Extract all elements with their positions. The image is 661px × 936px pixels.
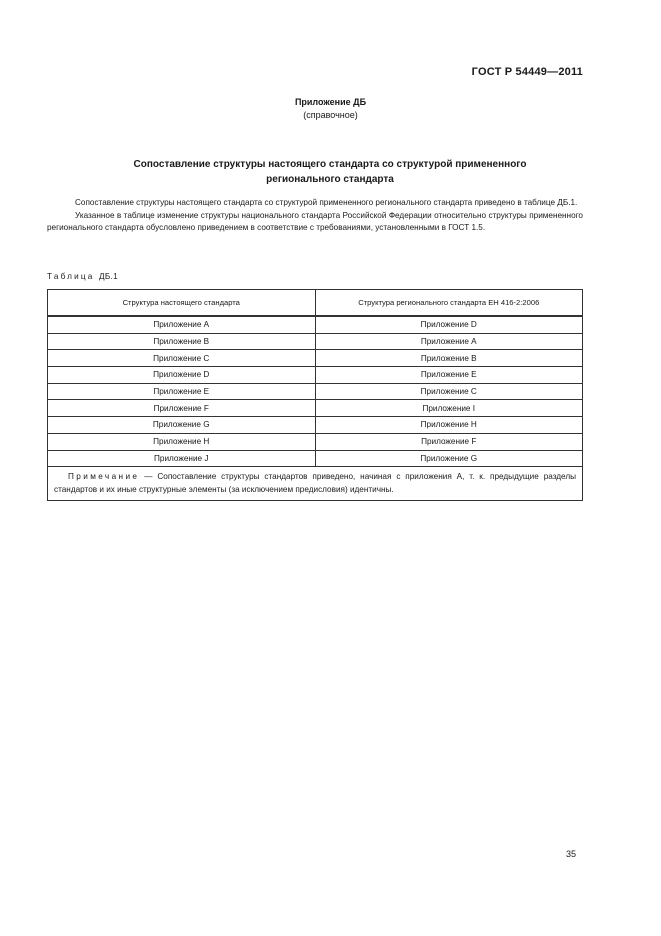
table-row <box>48 383 583 400</box>
cell-national: Приложение G <box>48 417 316 434</box>
header-national-structure: Структура настоящего стандарта <box>48 290 316 317</box>
section-title-line-1: Сопоставление структуры настоящего стандарта со структурой примененного <box>133 159 527 170</box>
table-caption <box>47 272 118 281</box>
cell-national: Приложение F <box>48 400 316 417</box>
paragraph-2: Указанное в таблице изменение структуры национального стандарта Российской Федерации относительно структуры примененного регионального стандарта обусловлено приведением в соответствие с требованиями, установленными в ГОСТ 1.5. <box>47 210 583 233</box>
table-caption-prefix: Таблица <box>47 272 95 281</box>
header-regional-structure: Структура регионального стандарта ЕН 416-2:2006 <box>315 290 583 317</box>
body-text <box>47 197 583 235</box>
table-row <box>48 350 583 367</box>
table-header-row <box>48 290 583 317</box>
cell-regional: Приложение Н <box>315 417 583 434</box>
cell-national: Приложение Е <box>48 383 316 400</box>
table-row <box>48 417 583 434</box>
cell-regional: Приложение F <box>315 433 583 450</box>
appendix-heading <box>0 96 661 122</box>
table-row <box>48 333 583 350</box>
appendix-title: Приложение ДБ <box>294 97 367 107</box>
cell-regional: Приложение D <box>315 316 583 333</box>
table-row <box>48 450 583 467</box>
paragraph-1: Сопоставление структуры настоящего стандарта со структурой примененного регионального стандарта приведено в таблице ДБ.1. <box>75 198 578 207</box>
table-row <box>48 367 583 384</box>
table-caption-number: ДБ.1 <box>99 272 118 281</box>
cell-regional: Приложение G <box>315 450 583 467</box>
section-title-line-2: регионального стандарта <box>266 174 394 185</box>
cell-national: Приложение А <box>48 316 316 333</box>
cell-national: Приложение Н <box>48 433 316 450</box>
appendix-type: (справочное) <box>303 110 358 120</box>
cell-regional: Приложение А <box>315 333 583 350</box>
cell-national: Приложение J <box>48 450 316 467</box>
section-title <box>60 157 600 187</box>
note-text: — Сопоставление структуры стандартов приведено, начиная с приложения А, т. к. предыдущие разделы стандартов и их иные структурные элементы (за исключением предисловия) идентичны. <box>54 472 577 494</box>
table-row <box>48 400 583 417</box>
table-row <box>48 316 583 333</box>
table-note-row <box>48 467 583 501</box>
page-number: 35 <box>565 849 576 859</box>
table-row <box>48 433 583 450</box>
note-label: Примечание <box>68 472 140 482</box>
cell-national: Приложение С <box>48 350 316 367</box>
table-note <box>48 467 583 501</box>
document-id: ГОСТ Р 54449—2011 <box>471 66 583 78</box>
cell-national: Приложение D <box>48 367 316 384</box>
cell-regional: Приложение I <box>315 400 583 417</box>
cell-regional: Приложение В <box>315 350 583 367</box>
cell-national: Приложение В <box>48 333 316 350</box>
comparison-table <box>47 289 583 501</box>
cell-regional: Приложение Е <box>315 367 583 384</box>
cell-regional: Приложение С <box>315 383 583 400</box>
